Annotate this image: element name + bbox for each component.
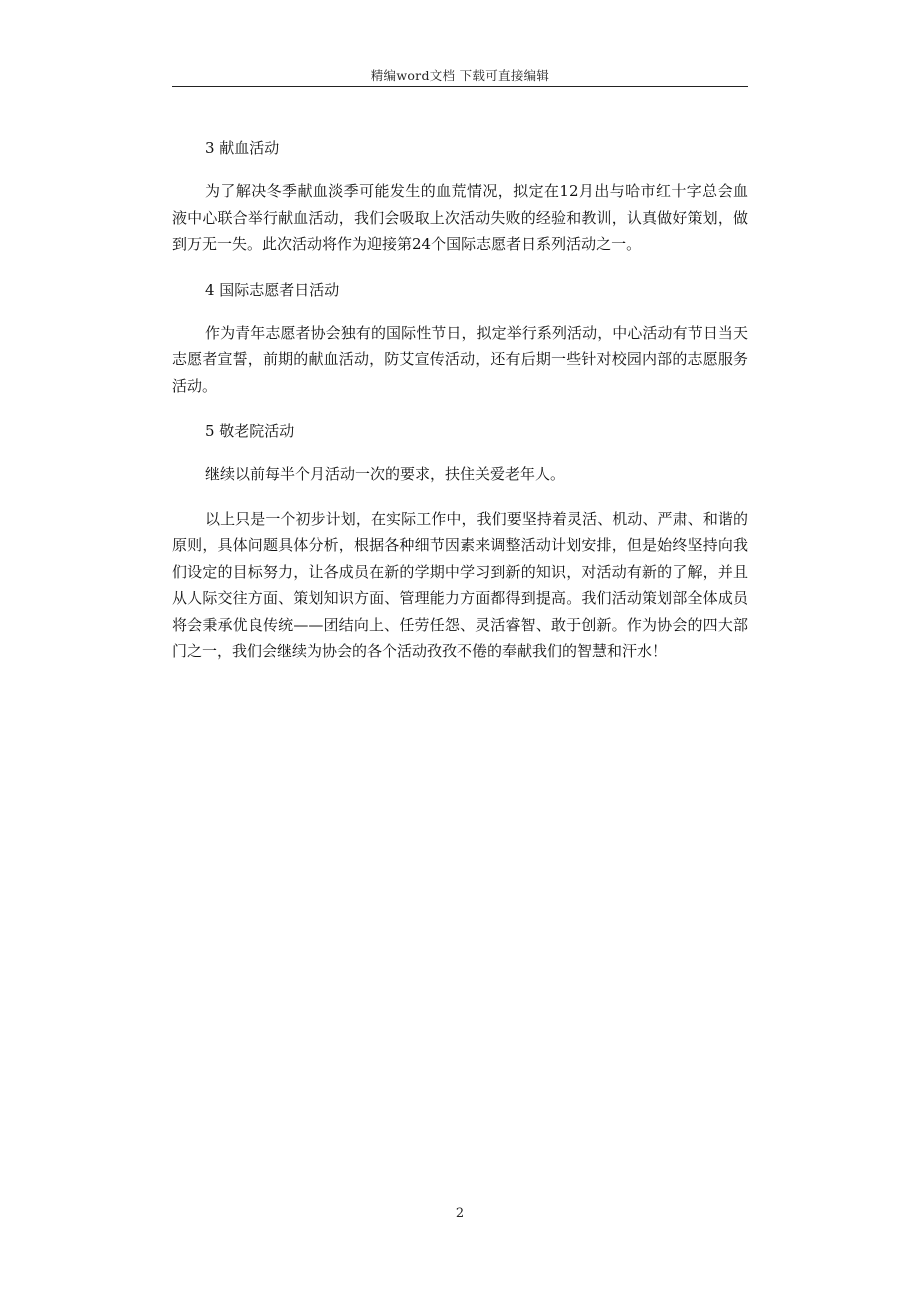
- section-paragraph-volunteer-day: 作为青年志愿者协会独有的国际性节日，拟定举行系列活动，中心活动有节日当天志愿者宣誓，前期的献血活动，防艾宣传活动，还有后期一些针对校园内部的志愿服务活动。: [172, 323, 748, 395]
- header-text: 精编word文档 下载可直接编辑: [370, 68, 550, 83]
- page-number: 2: [455, 1206, 465, 1221]
- section-paragraph-blood-donation: 为了解决冬季献血淡季可能发生的血荒情况，拟定在12月出与哈市红十字总会血液中心联合举行献血活动，我们会吸取上次活动失败的经验和教训，认真做好策划，做到万无一失。此次活动将作为迎接第24个国际志愿者日系列活动之一。: [172, 182, 748, 253]
- page-header: [172, 64, 748, 87]
- section-heading-blood-donation: 3 献血活动: [205, 139, 280, 157]
- section-heading-nursing-home: 5 敬老院活动: [205, 422, 295, 440]
- section-paragraph-nursing-home: 继续以前每半个月活动一次的要求，扶住关爱老年人。: [205, 465, 566, 483]
- conclusion-paragraph: 以上只是一个初步计划，在实际工作中，我们要坚持着灵活、机动、严肃、和谐的原则，具体问题具体分析，根据各种细节因素来调整活动计划安排，但是始终坚持向我们设定的目标努力，让各成员在新的学期中学习到新的知识，对活动有新的了解，并且从人际交往方面、策划知识方面、管理能力方面都得到提高。我们活动策划部全体成员将会秉承优良传统——团结向上、任劳任怨、灵活睿智、敢于创新。作为协会的四大部门之一，我们会继续为协会的各个活动孜孜不倦的奉献我们的智慧和汗水！: [172, 509, 748, 660]
- section-heading-volunteer-day: 4 国际志愿者日活动: [205, 280, 340, 299]
- document-body: [172, 134, 748, 683]
